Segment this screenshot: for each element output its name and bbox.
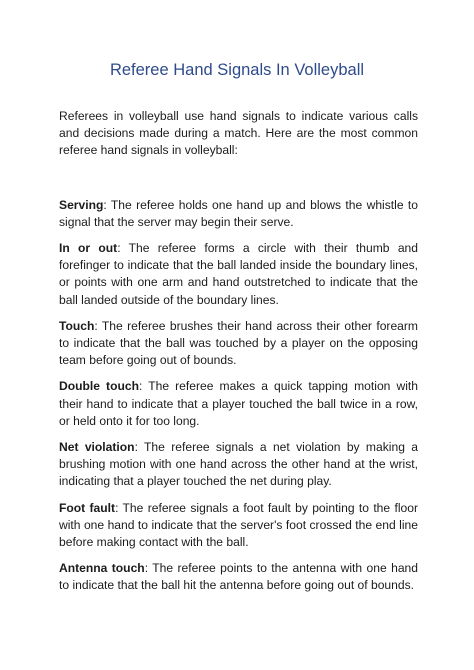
signal-description: : The referee makes a quick tapping motion with their hand to indicate that a player touched the ball twice in a row, or held onto it for too long.	[59, 379, 418, 428]
signal-description: : The referee holds one hand up and blows the whistle to signal that the server may begin their serve.	[59, 197, 418, 229]
signal-term: Foot fault	[59, 500, 116, 515]
signal-description: : The referee forms a circle with their thumb and forefinger to indicate that the ball landed inside the boundary lines, or points with one arm and hand outstretched to indicate that the ball landed outside of the boundary lines.	[59, 241, 418, 307]
intro-paragraph: Referees in volleyball use hand signals to indicate various calls and decisions made during a match. Here are the most common referee hand signals in volleyball:	[59, 109, 418, 158]
signal-description: : The referee signals a net violation by making a brushing motion with one hand across the other hand at the wrist, indicating that a player touched the net during play.	[59, 440, 418, 489]
signal-term: In or out	[59, 241, 118, 256]
signal-description: : The referee signals a foot fault by pointing to the floor with one hand to indicate that the server's foot crossed the end line before making contact with the ball.	[59, 500, 418, 550]
signal-in-or-out	[59, 240, 418, 309]
signal-net-violation	[59, 439, 418, 491]
signal-foot-fault	[59, 500, 418, 552]
page-title: Referee Hand Signals In Volleyball	[109, 61, 365, 79]
signal-term: Antenna touch	[59, 561, 145, 576]
document-body	[59, 108, 418, 604]
signal-touch	[59, 318, 418, 370]
signal-serving	[59, 197, 418, 231]
signal-antenna-touch	[59, 560, 418, 594]
signal-term: Touch	[59, 318, 95, 333]
signal-term: Serving	[59, 197, 104, 212]
signal-double-touch	[59, 378, 418, 430]
signal-term: Double touch	[59, 379, 139, 394]
signal-term: Net violation	[59, 440, 135, 455]
signal-description: : The referee points to the antenna with one hand to indicate that the ball hit the antenna before going out of bounds.	[59, 561, 418, 593]
signal-description: : The referee brushes their hand across their other forearm to indicate that the ball was touched by a player on the opposing team before going out of bounds.	[59, 318, 418, 368]
